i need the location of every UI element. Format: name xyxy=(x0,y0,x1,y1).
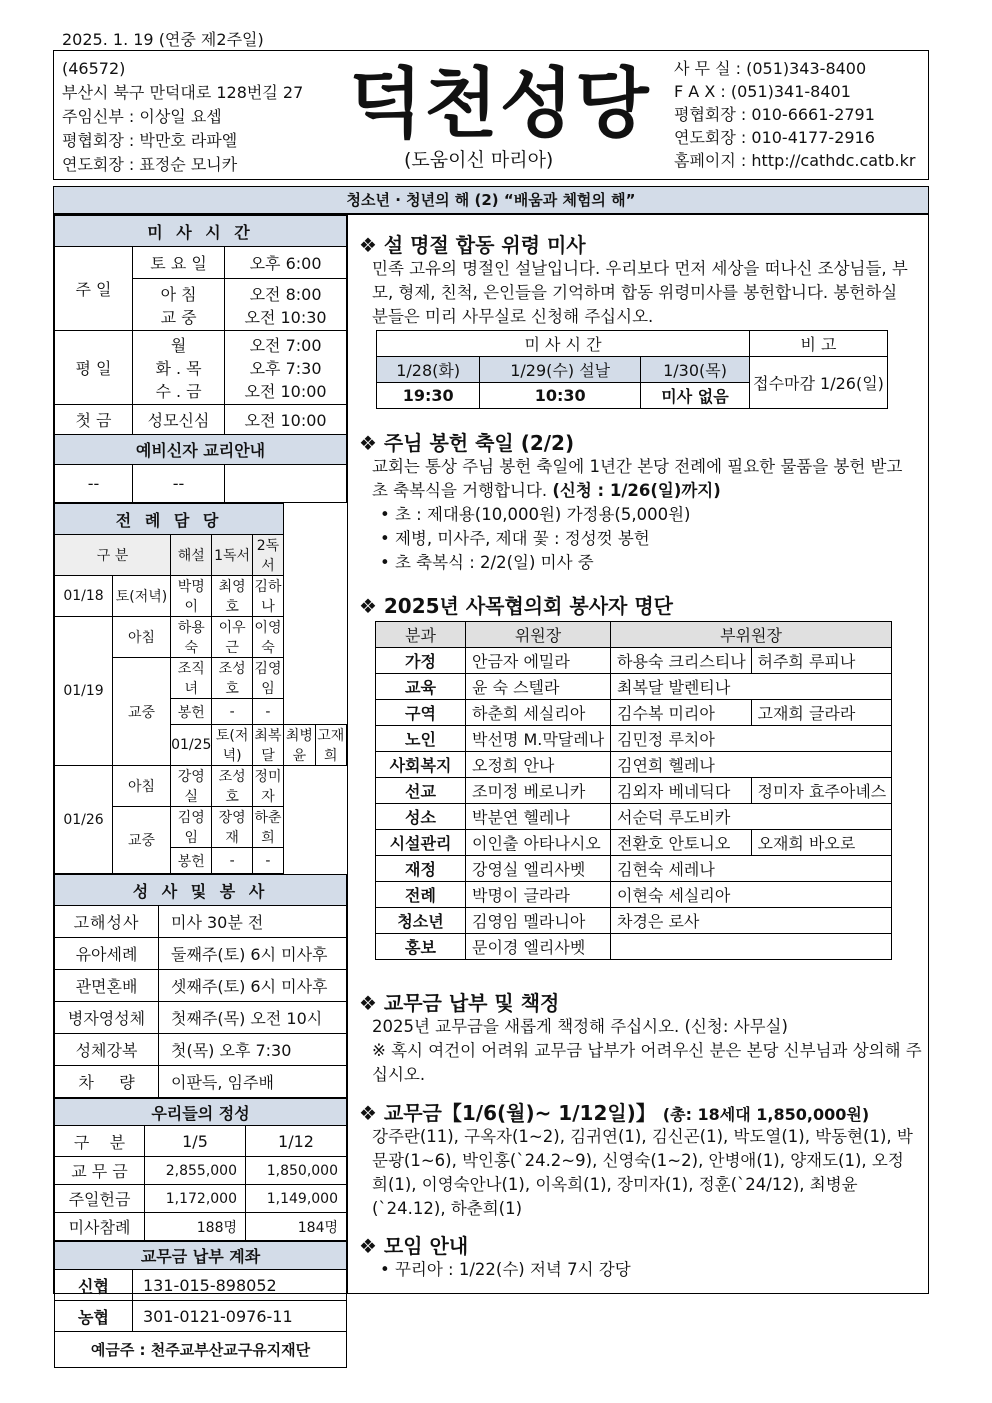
council-table xyxy=(375,621,892,960)
first-fri-desc: 성모신심 xyxy=(133,405,225,435)
council-rows xyxy=(376,648,892,960)
bullet: • 초 축복식 : 2/2(일) 미사 중 xyxy=(380,553,594,572)
name-cell: 조성호 xyxy=(212,658,252,699)
member-cell: 서순덕 루도비카 xyxy=(611,804,892,830)
catechu-cell: -- xyxy=(133,465,225,503)
date-cell: 01/18 xyxy=(55,576,113,617)
offering-label: 교 무 금 xyxy=(55,1157,145,1185)
division-cell: 선교 xyxy=(376,778,466,804)
body-line: ※ 혹시 여건이 어려워 교무금 납부가 어려우신 분은 본당 신부님과 상의해 주십시오. xyxy=(372,1041,922,1084)
weekday-times xyxy=(225,331,347,405)
member-cell: 하용숙 크리스티나 xyxy=(611,648,752,674)
time-cell: 19:30 xyxy=(377,383,480,409)
type-cell: 교중 xyxy=(113,658,171,766)
parish-title: 덕천성당 xyxy=(349,59,651,148)
bank-name: 농협 xyxy=(55,1301,133,1332)
body-line: 2025년 교무금을 새롭게 책정해 주십시오. (신청: 사무실) xyxy=(372,1017,788,1036)
division-cell: 홍보 xyxy=(376,934,466,960)
section-title xyxy=(359,1097,869,1126)
zip-code: (46572) xyxy=(62,59,126,78)
left-column xyxy=(54,215,348,1359)
member-cell: 박분연 헬레나 xyxy=(466,804,611,830)
bulletin-date: 2025. 1. 19 (연중 제2주일) xyxy=(62,30,264,49)
section-body: 민족 고유의 명절인 설날입니다. 우리보다 먼저 세상을 떠나신 조상님들, 부모, 형제, 친척, 은인들을 기억하며 합동 위령미사를 봉헌합니다. 봉헌하실 분들은 미리 사무실로 신청해 주십시오. xyxy=(372,259,908,326)
division-cell: 성소 xyxy=(376,804,466,830)
member-cell: 김수복 미리아 xyxy=(611,700,752,726)
bullet: • 초 : 제대용(10,000원) 가정용(5,000원) xyxy=(380,505,691,524)
name-cell: - xyxy=(212,699,252,725)
name-cell: 조성호 xyxy=(212,766,252,807)
member-cell: 김현숙 세레나 xyxy=(611,856,892,882)
date-cell: 1/29(수) 설날 xyxy=(480,357,641,383)
sacrament-label: 차 량 xyxy=(55,1066,159,1098)
date-cell: 01/19 xyxy=(55,617,113,766)
sacrament-value: 미사 30분 전 xyxy=(159,906,347,938)
catechu-cell: -- xyxy=(55,465,133,503)
name-cell: 봉헌 xyxy=(171,848,212,874)
mon-label: 월 xyxy=(170,336,187,355)
council-row xyxy=(376,804,892,830)
parish-subtitle: (도움이신 마리아) xyxy=(404,149,554,171)
header xyxy=(53,50,929,180)
sunday-label: 주 일 xyxy=(55,247,133,331)
col-head: 미 사 시 간 xyxy=(377,331,750,357)
division-cell: 재정 xyxy=(376,856,466,882)
name-cell: 최영호 xyxy=(212,576,252,617)
date-cell: 1/28(화) xyxy=(377,357,480,383)
division-cell: 청소년 xyxy=(376,908,466,934)
sacrament-value: 셋째주(토) 6시 미사후 xyxy=(159,970,347,1002)
kyo-label: 교 중 xyxy=(160,307,197,327)
col-head: 부위원장 xyxy=(611,622,892,648)
account-table xyxy=(54,1241,347,1368)
sacrament-title: 성 사 및 봉 사 xyxy=(55,875,347,906)
sat-label: 토 요 일 xyxy=(133,247,225,279)
sacrament-label: 병자영성체 xyxy=(55,1002,159,1034)
name-cell: 조직녀 xyxy=(171,658,212,699)
council-row xyxy=(376,778,892,804)
member-cell: 박명이 글라라 xyxy=(466,882,611,908)
col-head: 비 고 xyxy=(750,331,888,357)
section-body xyxy=(372,455,912,503)
account-title: 교무금 납부 계좌 xyxy=(55,1242,347,1270)
body-bold: (신청 : 1/26(일)까지) xyxy=(552,481,721,500)
account-number: 131-015-898052 xyxy=(133,1270,347,1301)
name-cell: 봉헌 xyxy=(171,699,212,725)
name-cell: - xyxy=(212,848,252,874)
name-cell: 정미자 xyxy=(252,766,283,807)
council-row xyxy=(376,934,892,960)
col-head: 1/12 xyxy=(246,1126,347,1157)
am-time: 오전 8:00 xyxy=(249,284,322,304)
council-phone: 평협회장 : 010-6661-2791 xyxy=(674,105,875,124)
body-text: 교회는 통상 주님 봉헌 축일에 1년간 본당 전례에 필요한 물품을 봉헌 받고 초 축복식을 거행합니다. xyxy=(372,457,903,500)
section-title: ❖ 교무금 납부 및 책정 xyxy=(359,991,560,1015)
sacrament-value: 첫째주(목) 오전 10시 xyxy=(159,1002,347,1034)
contact-info xyxy=(674,57,915,172)
sacrament-label: 유아세례 xyxy=(55,938,159,970)
sacrament-value: 첫(목) 오후 7:30 xyxy=(159,1034,347,1066)
member-cell: 하춘희 세실리아 xyxy=(466,700,611,726)
yeondo-phone: 연도회장 : 010-4177-2916 xyxy=(674,128,875,147)
sacrament-label: 관면혼배 xyxy=(55,970,159,1002)
name-cell: 하용숙 xyxy=(171,617,212,658)
name-cell: 김영임 xyxy=(252,658,283,699)
member-cell: 윤 숙 스텔라 xyxy=(466,674,611,700)
member-cell: 문이경 엘리사벳 xyxy=(466,934,611,960)
main-content xyxy=(53,214,929,1359)
sacrament-value: 이판득, 임주배 xyxy=(159,1066,347,1098)
offering-value: 1,850,000 xyxy=(246,1157,347,1185)
yeondo-head: 연도회장 : 표정순 모니카 xyxy=(62,155,238,174)
weekday-label: 평 일 xyxy=(55,331,133,405)
col-head: 1/5 xyxy=(145,1126,246,1157)
member-cell: 안금자 에밀라 xyxy=(466,648,611,674)
sunday-times xyxy=(225,279,347,331)
bank-name: 신협 xyxy=(55,1270,133,1301)
col-head: 1독서 xyxy=(212,535,252,576)
mon-time: 오전 7:00 xyxy=(249,336,322,355)
member-cell: 강영실 엘리사벳 xyxy=(466,856,611,882)
sacrament-label: 고해성사 xyxy=(55,906,159,938)
name-cell: 김영임 xyxy=(171,807,212,848)
date-cell: 1/30(목) xyxy=(641,357,750,383)
am-label: 아 침 xyxy=(160,284,197,304)
address: 부산시 북구 만덕대로 128번길 27 xyxy=(62,83,304,102)
liturgy-table xyxy=(54,503,347,874)
division-cell: 노인 xyxy=(376,726,466,752)
section-title: ❖ 주님 봉헌 축일 (2/2) xyxy=(359,431,575,455)
bullet: • 제병, 미사주, 제대 꽃 : 정성껏 봉헌 xyxy=(380,529,650,548)
liturgy-title: 전 례 담 당 xyxy=(55,504,284,535)
donor-list: 강주란(11), 구옥자(1~2), 김귀연(1), 김신곤(1), 박도열(1), 박동현(1), 박문광(1~6), 박인홍(`24.2~9), 신영숙(1~2), 안병애(1), 양재도(1), 오정희(1), 이영숙안나(1), 이옥희(1), 장미자(1), 정훈(`24/12), 최병윤(`24.12), 하춘희(1) xyxy=(372,1127,913,1218)
account-number: 301-0121-0976-11 xyxy=(133,1301,347,1332)
name-cell: - xyxy=(252,848,283,874)
time-cell: 10:30 xyxy=(480,383,641,409)
offering-value: 188명 xyxy=(145,1213,246,1241)
member-cell xyxy=(611,934,892,960)
bullet: • 꾸리아 : 1/22(수) 저녁 7시 강당 xyxy=(380,1260,631,1279)
offering-title: 우리들의 정성 xyxy=(55,1099,347,1126)
title-text: ❖ 교무금【1/6(월)~ 1/12일)】 xyxy=(359,1101,656,1125)
date-cell: 01/26 xyxy=(55,766,113,874)
wf-label: 수 . 금 xyxy=(155,382,202,401)
wf-time: 오전 10:00 xyxy=(244,382,327,401)
theme-banner: 청소년 · 청년의 해 (2) “배움과 체험의 해” xyxy=(53,186,929,214)
homepage[interactable]: 홈페이지 : http://cathdc.catb.kr xyxy=(674,151,916,170)
name-cell: - xyxy=(252,699,283,725)
tt-label: 화 . 목 xyxy=(155,359,202,378)
memorial-mass-table xyxy=(376,330,888,409)
col-head: 구 분 xyxy=(55,1126,145,1157)
member-cell: 차경은 로사 xyxy=(611,908,892,934)
division-cell: 전례 xyxy=(376,882,466,908)
date-cell: 01/25 xyxy=(171,725,212,766)
council-head: 평협회장 : 박만호 라파엘 xyxy=(62,131,238,150)
type-cell: 토(저녁) xyxy=(212,725,252,766)
member-cell: 최복달 발렌티나 xyxy=(611,674,892,700)
priest: 주임신부 : 이상일 요셉 xyxy=(62,107,222,126)
offering-value: 1,149,000 xyxy=(246,1185,347,1213)
offering-label: 주일헌금 xyxy=(55,1185,145,1213)
note-cell: 접수마감 1/26(일) xyxy=(750,357,888,409)
council-row xyxy=(376,726,892,752)
council-row xyxy=(376,674,892,700)
council-row xyxy=(376,908,892,934)
division-cell: 가정 xyxy=(376,648,466,674)
tt-time: 오후 7:30 xyxy=(249,359,322,378)
name-cell: 강영실 xyxy=(171,766,212,807)
offering-value: 1,172,000 xyxy=(145,1185,246,1213)
member-cell: 이인출 아타나시오 xyxy=(466,830,611,856)
name-cell: 이영숙 xyxy=(252,617,283,658)
name-cell: 고재희 xyxy=(315,725,346,766)
member-cell: 전환호 안토니오 xyxy=(611,830,752,856)
council-row xyxy=(376,830,892,856)
division-cell: 시설관리 xyxy=(376,830,466,856)
col-head: 위원장 xyxy=(466,622,611,648)
council-row xyxy=(376,882,892,908)
member-cell: 오재희 바오로 xyxy=(751,830,892,856)
offering-table xyxy=(54,1098,347,1241)
sacrament-value: 둘째주(토) 6시 미사후 xyxy=(159,938,347,970)
name-cell: 박명이 xyxy=(171,576,212,617)
first-fri-label: 첫 금 xyxy=(55,405,133,435)
office-phone: 사 무 실 : (051)343-8400 xyxy=(674,59,867,78)
first-fri-time: 오전 10:00 xyxy=(225,405,347,435)
type-cell: 아침 xyxy=(113,617,171,658)
division-cell: 사회복지 xyxy=(376,752,466,778)
member-cell: 정미자 효주아녜스 xyxy=(751,778,892,804)
member-cell: 김영임 멜라니아 xyxy=(466,908,611,934)
council-row xyxy=(376,700,892,726)
type-cell: 토(저녁) xyxy=(113,576,171,617)
name-cell: 최병윤 xyxy=(284,725,315,766)
weekday-days xyxy=(133,331,225,405)
sat-time: 오후 6:00 xyxy=(225,247,347,279)
catechu-cell xyxy=(225,465,347,503)
col-head: 구 분 xyxy=(55,535,171,576)
council-row xyxy=(376,752,892,778)
col-head: 분과 xyxy=(376,622,466,648)
council-row xyxy=(376,856,892,882)
time-cell: 미사 없음 xyxy=(641,383,750,409)
col-head: 해설 xyxy=(171,535,212,576)
parish-info xyxy=(62,57,303,177)
kyo-time: 오전 10:30 xyxy=(244,307,327,327)
name-cell: 하춘희 xyxy=(252,807,283,848)
offering-label: 미사참례 xyxy=(55,1213,145,1241)
member-cell: 박선명 M.막달레나 xyxy=(466,726,611,752)
mass-schedule xyxy=(54,215,347,503)
sacrament-label: 성체강복 xyxy=(55,1034,159,1066)
member-cell: 오정희 안나 xyxy=(466,752,611,778)
member-cell: 조미정 베로니카 xyxy=(466,778,611,804)
account-holder: 예금주 : 천주교부산교구유지재단 xyxy=(55,1332,347,1368)
offering-value: 2,855,000 xyxy=(145,1157,246,1185)
name-cell: 이우근 xyxy=(212,617,252,658)
mass-title: 미 사 시 간 xyxy=(55,216,347,247)
section-title: ❖ 설 명절 합동 위령 미사 xyxy=(359,233,586,257)
member-cell: 김외자 베네딕다 xyxy=(611,778,752,804)
member-cell: 이현숙 세실리아 xyxy=(611,882,892,908)
sacrament-table xyxy=(54,874,347,1098)
member-cell: 고재희 글라라 xyxy=(751,700,892,726)
name-cell: 장영재 xyxy=(212,807,252,848)
fax: F A X : (051)341-8401 xyxy=(674,82,851,101)
total-text: (총: 18세대 1,850,000원) xyxy=(662,1105,870,1124)
type-cell: 교중 xyxy=(113,807,171,874)
division-cell: 교육 xyxy=(376,674,466,700)
name-cell: 김하나 xyxy=(252,576,283,617)
section-title: ❖ 2025년 사목협의회 봉사자 명단 xyxy=(359,594,673,618)
section-title: ❖ 모임 안내 xyxy=(359,1234,469,1258)
section-body xyxy=(372,1015,922,1087)
offering-value: 184명 xyxy=(246,1213,347,1241)
member-cell: 김연희 헬레나 xyxy=(611,752,892,778)
catechu-title: 예비신자 교리안내 xyxy=(55,435,347,465)
council-row xyxy=(376,648,892,674)
bullet-list xyxy=(380,503,690,575)
col-head: 2독서 xyxy=(252,535,283,576)
name-cell: 최복달 xyxy=(252,725,283,766)
member-cell: 김민정 루치아 xyxy=(611,726,892,752)
member-cell: 허주희 루피나 xyxy=(751,648,892,674)
sunday-types xyxy=(133,279,225,331)
type-cell: 아침 xyxy=(113,766,171,807)
division-cell: 구역 xyxy=(376,700,466,726)
